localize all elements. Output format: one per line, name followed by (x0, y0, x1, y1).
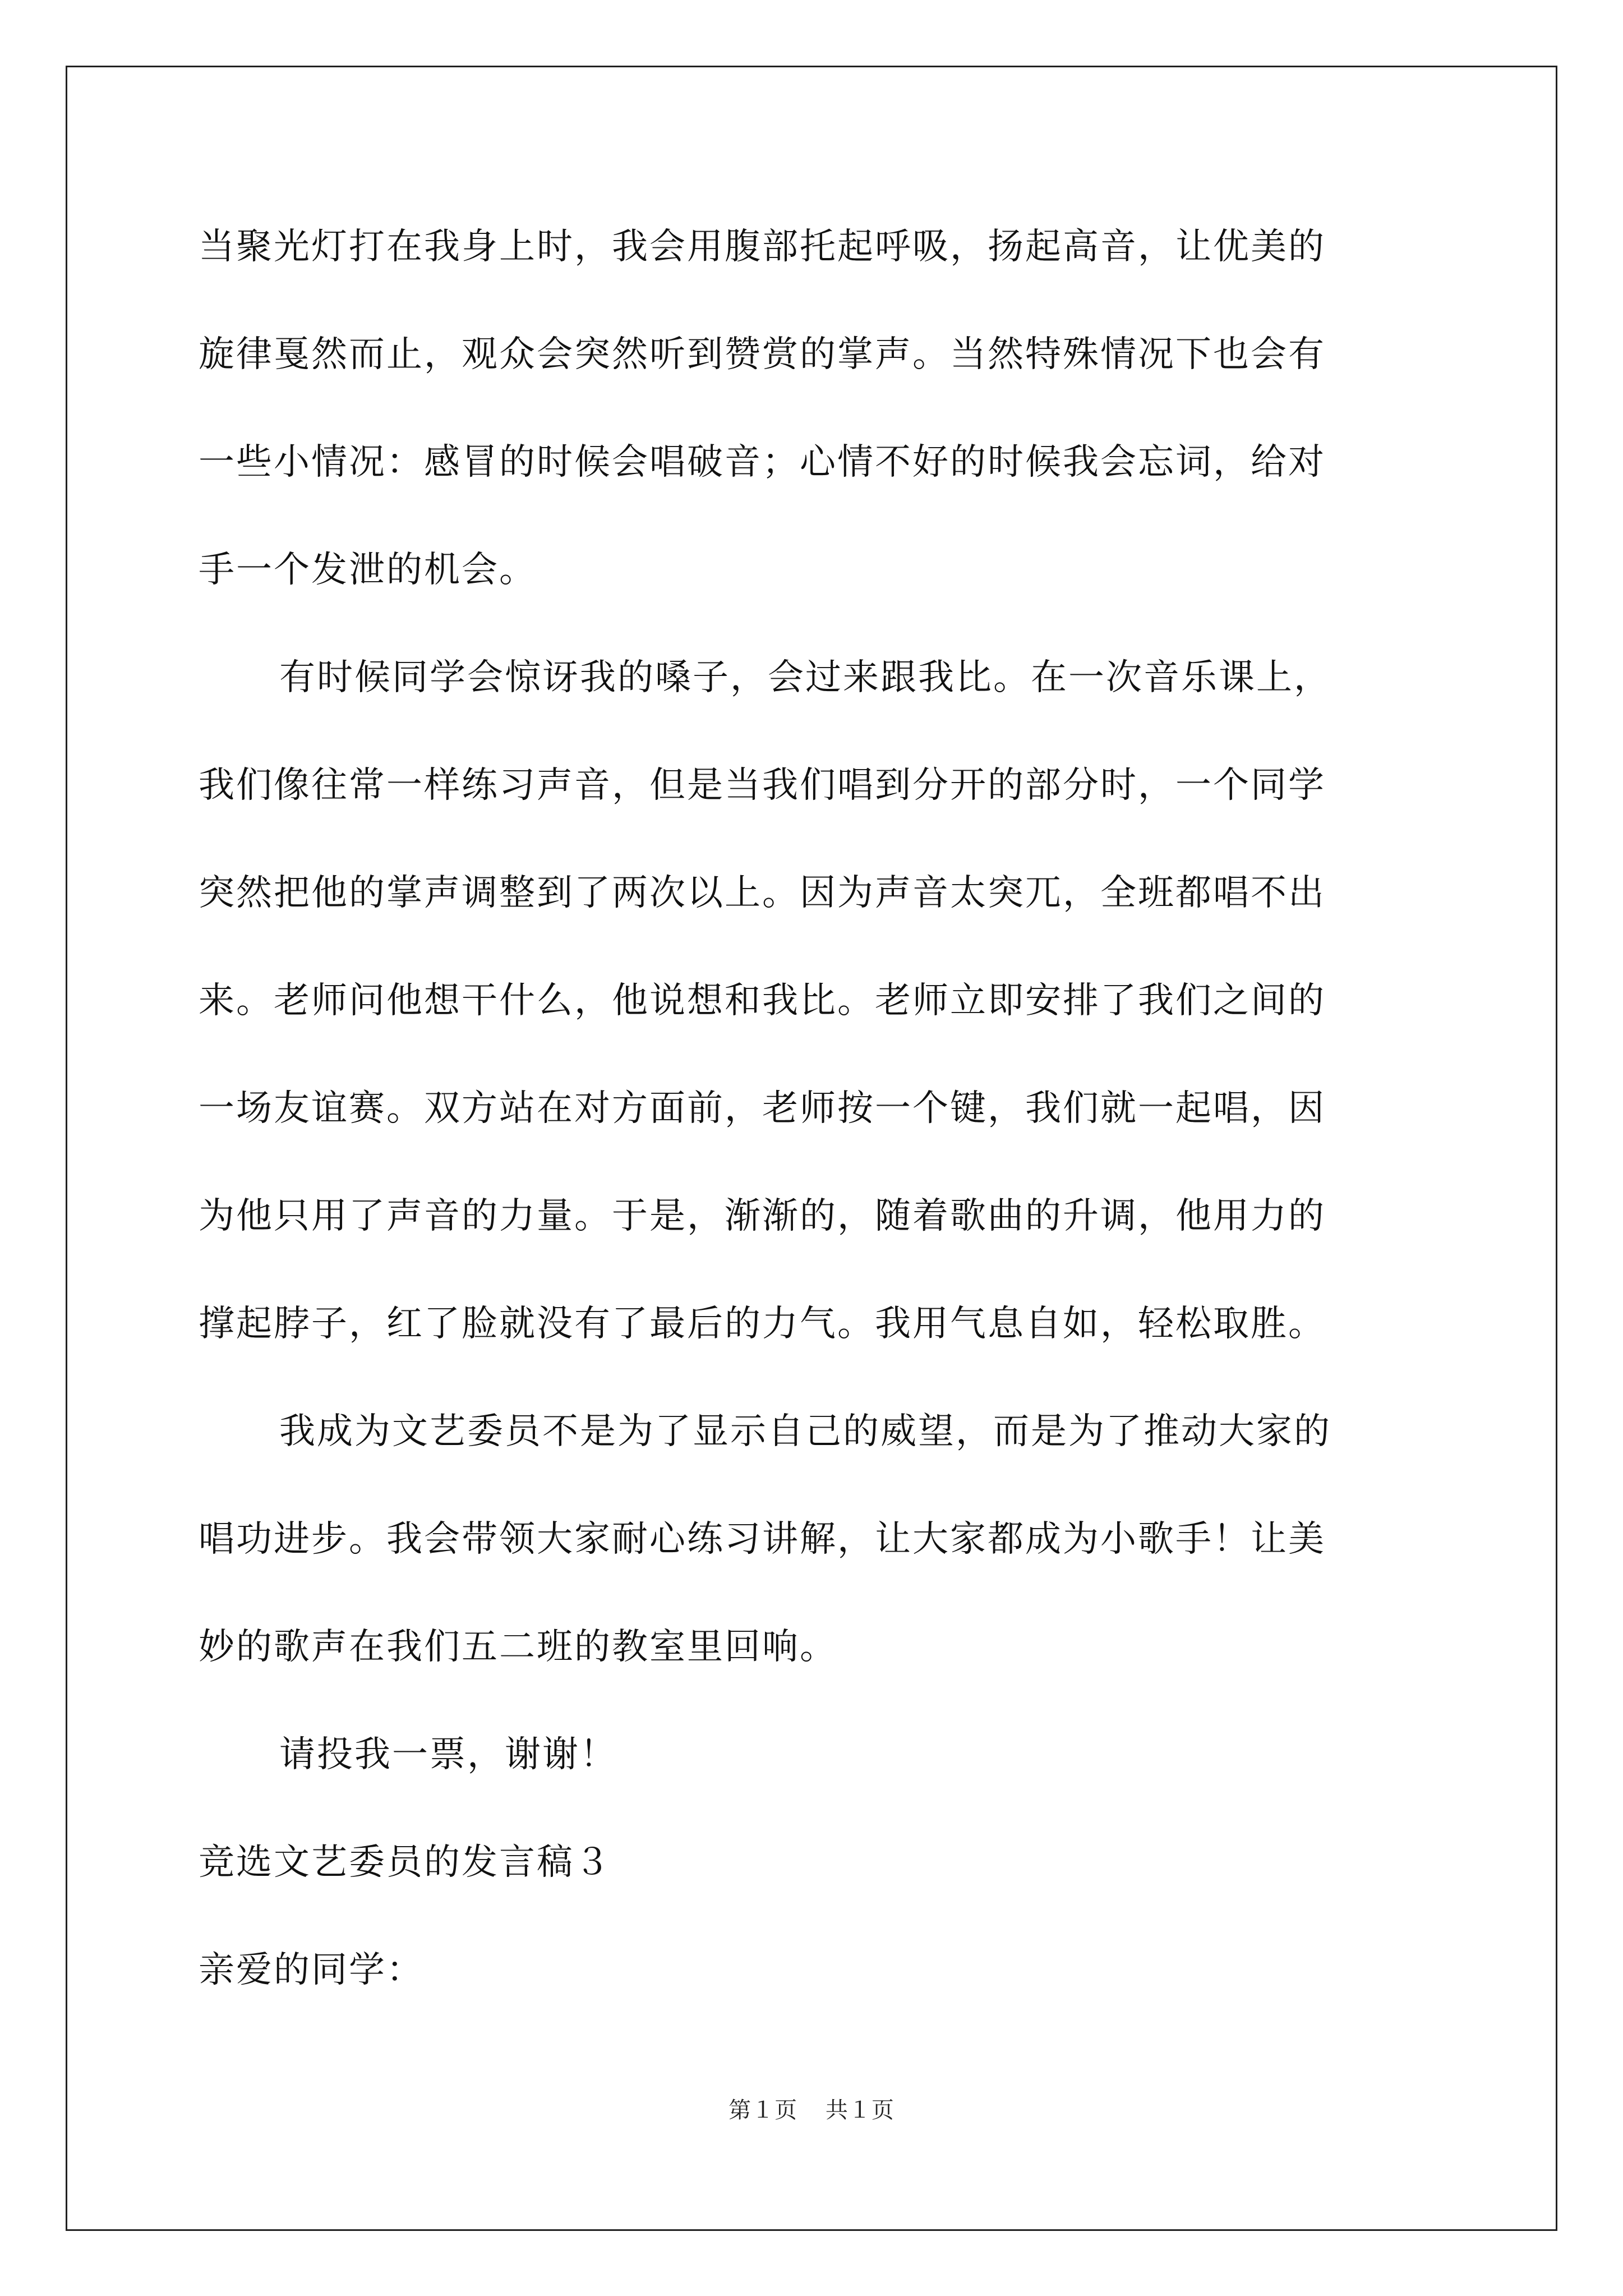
document-body (199, 216, 1421, 2047)
text-line: 妙的歌声在我们五二班的教室里回响。 (199, 1626, 837, 1668)
salutation: 亲爱的同学： (199, 1949, 424, 1991)
text-line: 一些小情况：感冒的时候会唱破音；心情不好的时候我会忘词，给对 (199, 441, 1326, 483)
text-line: 有时候同学会惊讶我的嗓子，会过来跟我比。在一次音乐课上， (279, 657, 1331, 698)
page-footer (0, 2092, 1623, 2124)
text-line: 唱功进步。我会带领大家耐心练习讲解，让大家都成为小歌手！让美 (199, 1519, 1326, 1560)
text-line: 为他只用了声音的力量。于是，渐渐的，随着歌曲的升调，他用力的 (199, 1195, 1326, 1237)
text-line: 请投我一票，谢谢！ (279, 1734, 617, 1775)
text-line: 手一个发泄的机会。 (199, 549, 537, 591)
text-line: 我们像往常一样练习声音，但是当我们唱到分开的部分时，一个同学 (199, 765, 1326, 806)
text-line: 突然把他的掌声调整到了两次以上。因为声音太突兀，全班都唱不出 (199, 872, 1326, 914)
text-line: 当聚光灯打在我身上时，我会用腹部托起呼吸，扬起高音，让优美的 (199, 226, 1326, 268)
text-line: 来。老师问他想干什么，他说想和我比。老师立即安排了我们之间的 (199, 980, 1326, 1022)
text-line: 旋律戛然而止，观众会突然听到赞赏的掌声。当然特殊情况下也会有 (199, 334, 1326, 375)
page-number: 第１页 (728, 2097, 798, 2123)
section-heading: 竞选文艺委员的发言稿３ (199, 1842, 612, 1883)
text-line: 我成为文艺委员不是为了显示自己的威望，而是为了推动大家的 (279, 1411, 1331, 1452)
text-line: 撑起脖子，红了脸就没有了最后的力气。我用气息自如，轻松取胜。 (199, 1303, 1326, 1345)
text-line: 一场友谊赛。双方站在对方面前，老师按一个键，我们就一起唱，因 (199, 1088, 1326, 1129)
page-total: 共１页 (825, 2097, 895, 2123)
